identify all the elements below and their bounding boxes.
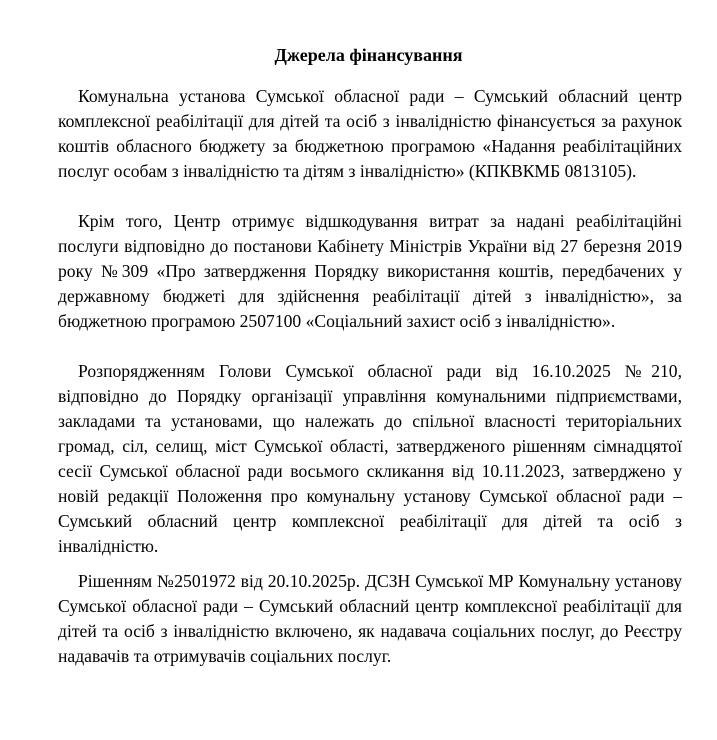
- paragraph-funding-source: Комунальна установа Сумської обласної ради – Сумський обласний центр комплексної реабілітації для дітей та осіб з інвалідністю фінансується за рахунок коштів обласного бюджету за бюджетною програмою «Надання реабілітаційних послуг особам з інвалідністю та дітям з інвалідністю» (КПКВКМБ 0813105).: [58, 86, 682, 181]
- document-title: Джерела фінансування: [274, 45, 463, 65]
- paragraph-regulation: Розпорядженням Голови Сумської обласної ради від 16.10.2025 №210, відповідно до Порядку організації управління комунальними підприємствами, закладами та установами, що належать до спільної власності територіальних громад, сіл, селищ, міст Сумської області, затвердженого рішенням сімнадцятої сесії Сумської обласної ради восьмого скликання від 10.11.2023, затверджено у новій редакції Положення про комунальну установу Сумської обласної ради – Сумський обласний центр комплексної реабілітації для дітей та осіб з інвалідністю.: [58, 361, 682, 556]
- paragraph-reimbursement: Крім того, Центр отримує відшкодування витрат за надані реабілітаційні послуги відповідно до постанови Кабінету Міністрів України від 27 березня 2019 року №309 «Про затвердження Порядку використання коштів, передбачених у державному бюджеті для здійснення реабілітації дітей з інвалідністю», за бюджетною програмою 2507100 «Соціальний захист осіб з інвалідністю».: [58, 211, 682, 331]
- paragraph-registry-inclusion: Рішенням №2501972 від 20.10.2025р. ДСЗН Сумської МР Комунальну установу Сумської обласної ради – Сумський обласний центр комплексної реабілітації для дітей та осіб з інвалідністю включено, як надавача соціальних послуг, до Реєстру надавачів та отримувачів соціальних послуг.: [58, 571, 682, 666]
